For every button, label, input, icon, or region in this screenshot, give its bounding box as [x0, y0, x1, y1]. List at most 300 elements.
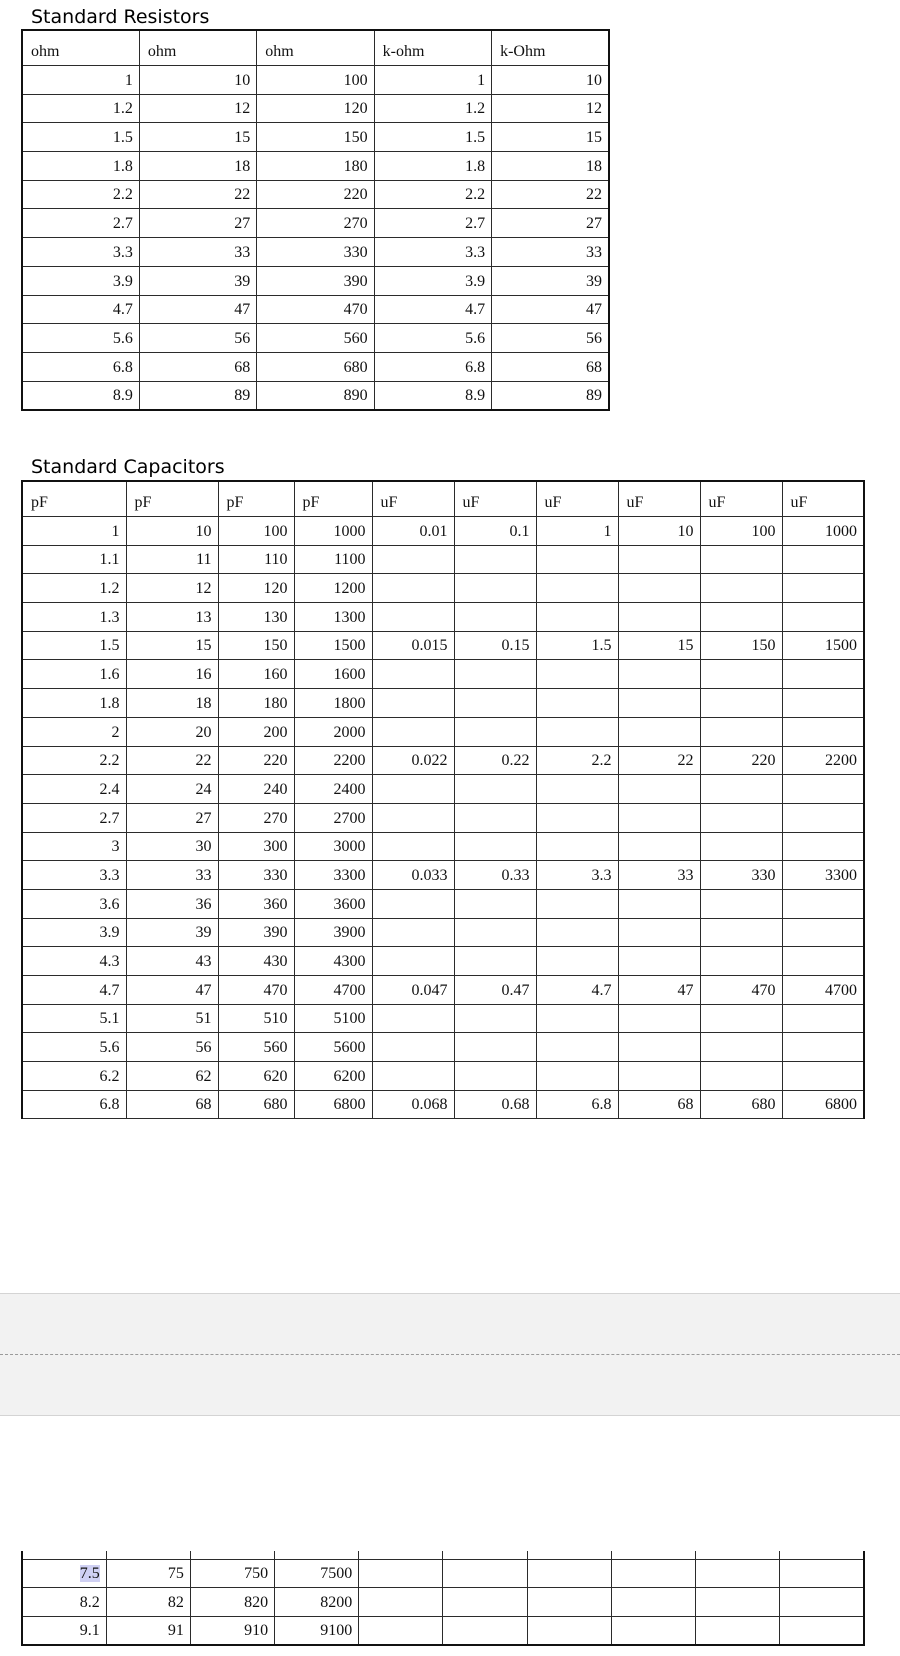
table-cell[interactable]: 360 [218, 889, 294, 918]
table-cell[interactable] [700, 889, 782, 918]
table-cell[interactable]: 300 [218, 832, 294, 861]
table-cell[interactable] [782, 803, 864, 832]
table-cell[interactable]: 22 [618, 746, 700, 775]
table-cell[interactable]: 33 [492, 238, 609, 267]
table-cell[interactable]: 8.9 [22, 381, 139, 410]
capacitors-header-cell[interactable]: uF [700, 481, 782, 517]
table-cell[interactable]: 3 [22, 832, 126, 861]
table-cell[interactable]: 0.15 [454, 631, 536, 660]
table-cell[interactable]: 160 [218, 660, 294, 689]
table-cell[interactable]: 0.033 [372, 861, 454, 890]
table-cell[interactable]: 18 [492, 152, 609, 181]
table-cell[interactable] [782, 603, 864, 632]
table-cell[interactable]: 3900 [294, 918, 372, 947]
table-cell[interactable]: 39 [126, 918, 218, 947]
table-cell[interactable] [696, 1616, 780, 1645]
capacitors-header-cell[interactable]: pF [126, 481, 218, 517]
table-cell[interactable]: 680 [257, 352, 374, 381]
table-cell[interactable]: 15 [618, 631, 700, 660]
table-cell[interactable] [359, 1616, 443, 1645]
table-cell[interactable]: 1 [22, 66, 139, 95]
table-cell[interactable]: 100 [218, 517, 294, 546]
table-cell[interactable]: 2700 [294, 803, 372, 832]
table-cell[interactable]: 22 [139, 180, 256, 209]
table-cell[interactable] [618, 660, 700, 689]
table-cell[interactable] [618, 832, 700, 861]
table-cell[interactable] [454, 603, 536, 632]
table-cell[interactable]: 0.022 [372, 746, 454, 775]
table-cell[interactable] [782, 660, 864, 689]
table-cell[interactable]: 200 [218, 717, 294, 746]
table-cell[interactable]: 4700 [782, 976, 864, 1005]
table-cell[interactable]: 0.33 [454, 861, 536, 890]
table-cell[interactable]: 2.7 [374, 209, 491, 238]
table-cell[interactable]: 390 [257, 266, 374, 295]
table-cell[interactable]: 89 [492, 381, 609, 410]
table-cell[interactable]: 150 [257, 123, 374, 152]
table-cell[interactable] [372, 603, 454, 632]
table-cell[interactable] [454, 574, 536, 603]
table-cell[interactable]: 820 [190, 1588, 274, 1617]
table-cell[interactable]: 5100 [294, 1004, 372, 1033]
table-cell[interactable] [700, 717, 782, 746]
table-cell[interactable]: 10 [618, 517, 700, 546]
table-cell[interactable]: 0.68 [454, 1090, 536, 1119]
table-cell[interactable]: 3.9 [22, 266, 139, 295]
table-cell[interactable]: 2.2 [22, 180, 139, 209]
table-cell[interactable]: 390 [218, 918, 294, 947]
table-cell[interactable]: 2.7 [22, 803, 126, 832]
table-cell[interactable]: 5.1 [22, 1004, 126, 1033]
table-cell[interactable]: 270 [218, 803, 294, 832]
table-cell[interactable]: 1.2 [22, 94, 139, 123]
table-cell[interactable] [536, 603, 618, 632]
table-cell[interactable]: 47 [126, 976, 218, 1005]
table-cell[interactable]: 3.3 [22, 238, 139, 267]
table-cell[interactable]: 6800 [294, 1090, 372, 1119]
table-cell[interactable]: 4.7 [22, 295, 139, 324]
table-cell[interactable]: 15 [139, 123, 256, 152]
capacitors-header-cell[interactable]: pF [294, 481, 372, 517]
table-cell[interactable] [782, 889, 864, 918]
table-cell[interactable] [700, 574, 782, 603]
table-cell[interactable] [618, 574, 700, 603]
table-cell[interactable]: 150 [218, 631, 294, 660]
table-cell[interactable]: 3.3 [22, 861, 126, 890]
table-cell[interactable]: 1.6 [22, 660, 126, 689]
table-cell[interactable] [780, 1616, 864, 1645]
table-cell[interactable]: 8.2 [22, 1588, 106, 1617]
table-cell[interactable]: 1.2 [22, 574, 126, 603]
table-cell[interactable]: 4300 [294, 947, 372, 976]
table-cell[interactable]: 0.015 [372, 631, 454, 660]
table-cell[interactable] [618, 947, 700, 976]
table-cell[interactable] [696, 1588, 780, 1617]
table-cell[interactable]: 680 [700, 1090, 782, 1119]
table-cell[interactable]: 1.8 [22, 689, 126, 718]
table-cell[interactable] [359, 1559, 443, 1588]
table-cell[interactable]: 68 [492, 352, 609, 381]
table-cell[interactable]: 0.1 [454, 517, 536, 546]
table-cell[interactable] [782, 775, 864, 804]
table-cell[interactable]: 330 [218, 861, 294, 890]
table-cell[interactable]: 2.2 [536, 746, 618, 775]
selected-table-cell[interactable] [22, 1559, 106, 1588]
table-cell[interactable]: 100 [257, 66, 374, 95]
table-cell[interactable] [536, 947, 618, 976]
table-cell[interactable]: 3.3 [374, 238, 491, 267]
table-cell[interactable]: 20 [126, 717, 218, 746]
table-cell[interactable] [527, 1616, 611, 1645]
table-cell[interactable]: 6.8 [22, 352, 139, 381]
table-cell[interactable] [782, 717, 864, 746]
table-cell[interactable]: 27 [139, 209, 256, 238]
table-cell[interactable] [372, 1004, 454, 1033]
table-cell[interactable]: 51 [126, 1004, 218, 1033]
table-cell[interactable] [454, 775, 536, 804]
table-cell[interactable] [454, 717, 536, 746]
table-cell[interactable]: 3300 [782, 861, 864, 890]
table-cell[interactable]: 91 [106, 1616, 190, 1645]
table-cell[interactable] [372, 689, 454, 718]
table-cell[interactable]: 82 [106, 1588, 190, 1617]
table-cell[interactable]: 62 [126, 1062, 218, 1091]
table-cell[interactable] [780, 1559, 864, 1588]
table-cell[interactable]: 8.9 [374, 381, 491, 410]
table-cell[interactable]: 16 [126, 660, 218, 689]
table-cell[interactable]: 12 [139, 94, 256, 123]
table-cell[interactable]: 6.8 [374, 352, 491, 381]
table-cell[interactable] [536, 717, 618, 746]
table-cell[interactable] [454, 1062, 536, 1091]
table-cell[interactable] [700, 1062, 782, 1091]
table-cell[interactable]: 330 [257, 238, 374, 267]
table-cell[interactable]: 510 [218, 1004, 294, 1033]
table-cell[interactable] [527, 1588, 611, 1617]
resistors-header-cell[interactable]: ohm [257, 30, 374, 66]
table-cell[interactable]: 220 [700, 746, 782, 775]
table-cell[interactable]: 3000 [294, 832, 372, 861]
table-cell[interactable] [443, 1588, 527, 1617]
table-cell[interactable]: 2.4 [22, 775, 126, 804]
table-cell[interactable] [372, 1062, 454, 1091]
table-cell[interactable]: 4.7 [22, 976, 126, 1005]
table-cell[interactable]: 680 [218, 1090, 294, 1119]
table-cell[interactable] [454, 1004, 536, 1033]
table-cell[interactable] [782, 545, 864, 574]
table-cell[interactable]: 11 [126, 545, 218, 574]
table-cell[interactable] [700, 775, 782, 804]
capacitors-header-cell[interactable]: uF [618, 481, 700, 517]
table-cell[interactable]: 2200 [294, 746, 372, 775]
table-cell[interactable]: 12 [492, 94, 609, 123]
table-cell[interactable]: 1600 [294, 660, 372, 689]
table-cell[interactable]: 1000 [782, 517, 864, 546]
table-cell[interactable]: 120 [257, 94, 374, 123]
table-cell[interactable]: 33 [126, 861, 218, 890]
table-cell[interactable]: 4.3 [22, 947, 126, 976]
capacitors-header-cell[interactable]: uF [782, 481, 864, 517]
table-cell[interactable]: 3.6 [22, 889, 126, 918]
table-cell[interactable]: 15 [126, 631, 218, 660]
table-cell[interactable] [700, 1004, 782, 1033]
table-cell[interactable]: 560 [257, 324, 374, 353]
table-cell[interactable]: 1500 [782, 631, 864, 660]
table-cell[interactable]: 6.8 [536, 1090, 618, 1119]
table-cell[interactable] [536, 832, 618, 861]
table-cell[interactable] [527, 1559, 611, 1588]
table-cell[interactable]: 2 [22, 717, 126, 746]
table-cell[interactable] [780, 1588, 864, 1617]
table-cell[interactable]: 4700 [294, 976, 372, 1005]
table-cell[interactable]: 36 [126, 889, 218, 918]
table-cell[interactable] [372, 832, 454, 861]
table-cell[interactable]: 3.9 [22, 918, 126, 947]
table-cell[interactable] [536, 1062, 618, 1091]
table-cell[interactable]: 0.47 [454, 976, 536, 1005]
table-cell[interactable] [700, 660, 782, 689]
table-cell[interactable]: 560 [218, 1033, 294, 1062]
table-cell[interactable] [372, 918, 454, 947]
table-cell[interactable]: 750 [190, 1559, 274, 1588]
resistors-header-cell[interactable]: k-Ohm [492, 30, 609, 66]
table-cell[interactable] [536, 545, 618, 574]
table-cell[interactable]: 12 [126, 574, 218, 603]
table-cell[interactable]: 470 [257, 295, 374, 324]
table-cell[interactable]: 43 [126, 947, 218, 976]
table-cell[interactable]: 1.5 [374, 123, 491, 152]
table-cell[interactable] [696, 1559, 780, 1588]
table-cell[interactable]: 10 [126, 517, 218, 546]
table-cell[interactable] [454, 1033, 536, 1062]
table-cell[interactable] [782, 918, 864, 947]
table-cell[interactable] [536, 918, 618, 947]
table-cell[interactable]: 180 [218, 689, 294, 718]
table-cell[interactable] [618, 1033, 700, 1062]
table-cell[interactable]: 6800 [782, 1090, 864, 1119]
table-cell[interactable] [372, 889, 454, 918]
table-cell[interactable] [372, 803, 454, 832]
table-cell[interactable]: 8200 [275, 1588, 359, 1617]
table-cell[interactable]: 2000 [294, 717, 372, 746]
table-cell[interactable] [443, 1559, 527, 1588]
table-cell[interactable]: 430 [218, 947, 294, 976]
table-cell[interactable]: 180 [257, 152, 374, 181]
table-cell[interactable]: 6.2 [22, 1062, 126, 1091]
table-cell[interactable]: 27 [492, 209, 609, 238]
table-cell[interactable] [372, 717, 454, 746]
table-cell[interactable] [782, 1062, 864, 1091]
table-cell[interactable]: 1.8 [374, 152, 491, 181]
table-cell[interactable]: 1.8 [22, 152, 139, 181]
table-cell[interactable]: 3.9 [374, 266, 491, 295]
table-cell[interactable]: 1.1 [22, 545, 126, 574]
table-cell[interactable]: 18 [139, 152, 256, 181]
table-cell[interactable]: 10 [139, 66, 256, 95]
table-cell[interactable]: 13 [126, 603, 218, 632]
table-cell[interactable] [359, 1588, 443, 1617]
table-cell[interactable] [618, 603, 700, 632]
table-cell[interactable]: 3.3 [536, 861, 618, 890]
table-cell[interactable]: 68 [618, 1090, 700, 1119]
table-cell[interactable]: 100 [700, 517, 782, 546]
capacitors-header-cell[interactable]: uF [372, 481, 454, 517]
table-cell[interactable]: 27 [126, 803, 218, 832]
table-cell[interactable]: 75 [106, 1559, 190, 1588]
table-cell[interactable]: 56 [126, 1033, 218, 1062]
table-cell[interactable]: 18 [126, 689, 218, 718]
table-cell[interactable]: 470 [218, 976, 294, 1005]
table-cell[interactable] [611, 1588, 695, 1617]
table-cell[interactable] [372, 947, 454, 976]
table-cell[interactable]: 2400 [294, 775, 372, 804]
table-cell[interactable] [782, 1004, 864, 1033]
table-cell[interactable]: 33 [618, 861, 700, 890]
table-cell[interactable] [618, 1062, 700, 1091]
table-cell[interactable]: 7500 [275, 1559, 359, 1588]
table-cell[interactable] [454, 689, 536, 718]
table-cell[interactable] [372, 545, 454, 574]
table-cell[interactable] [700, 603, 782, 632]
table-cell[interactable] [618, 889, 700, 918]
table-cell[interactable]: 0.047 [372, 976, 454, 1005]
table-cell[interactable]: 89 [139, 381, 256, 410]
table-cell[interactable] [611, 1616, 695, 1645]
table-cell[interactable]: 56 [492, 324, 609, 353]
table-cell[interactable] [454, 803, 536, 832]
table-cell[interactable] [700, 947, 782, 976]
table-cell[interactable] [700, 803, 782, 832]
table-cell[interactable]: 24 [126, 775, 218, 804]
table-cell[interactable] [782, 947, 864, 976]
table-cell[interactable] [536, 660, 618, 689]
table-cell[interactable]: 3300 [294, 861, 372, 890]
table-cell[interactable] [782, 1033, 864, 1062]
table-cell[interactable]: 620 [218, 1062, 294, 1091]
table-cell[interactable] [454, 918, 536, 947]
table-cell[interactable]: 120 [218, 574, 294, 603]
table-cell[interactable]: 240 [218, 775, 294, 804]
table-cell[interactable]: 68 [126, 1090, 218, 1119]
resistors-header-cell[interactable]: ohm [139, 30, 256, 66]
table-cell[interactable] [536, 574, 618, 603]
table-cell[interactable]: 150 [700, 631, 782, 660]
table-cell[interactable]: 270 [257, 209, 374, 238]
table-cell[interactable] [372, 775, 454, 804]
table-cell[interactable] [618, 918, 700, 947]
table-cell[interactable]: 1800 [294, 689, 372, 718]
table-cell[interactable]: 1.3 [22, 603, 126, 632]
table-cell[interactable]: 9100 [275, 1616, 359, 1645]
table-cell[interactable]: 0.068 [372, 1090, 454, 1119]
table-cell[interactable]: 110 [218, 545, 294, 574]
table-cell[interactable]: 10 [492, 66, 609, 95]
table-cell[interactable]: 1.5 [22, 631, 126, 660]
capacitors-header-cell[interactable]: pF [22, 481, 126, 517]
table-cell[interactable]: 130 [218, 603, 294, 632]
table-cell[interactable] [372, 660, 454, 689]
table-cell[interactable] [454, 832, 536, 861]
table-cell[interactable]: 22 [126, 746, 218, 775]
table-cell[interactable]: 56 [139, 324, 256, 353]
table-cell[interactable]: 5.6 [374, 324, 491, 353]
table-cell[interactable] [536, 889, 618, 918]
table-cell[interactable]: 1500 [294, 631, 372, 660]
table-cell[interactable]: 1000 [294, 517, 372, 546]
table-cell[interactable] [782, 574, 864, 603]
table-cell[interactable]: 9.1 [22, 1616, 106, 1645]
table-cell[interactable]: 0.22 [454, 746, 536, 775]
table-cell[interactable]: 1.5 [536, 631, 618, 660]
capacitors-header-cell[interactable]: pF [218, 481, 294, 517]
table-cell[interactable] [536, 689, 618, 718]
table-cell[interactable] [618, 545, 700, 574]
table-cell[interactable] [782, 832, 864, 861]
table-cell[interactable]: 220 [218, 746, 294, 775]
capacitors-header-cell[interactable]: uF [536, 481, 618, 517]
table-cell[interactable]: 470 [700, 976, 782, 1005]
capacitors-header-cell[interactable]: uF [454, 481, 536, 517]
table-cell[interactable] [700, 918, 782, 947]
table-cell[interactable]: 22 [492, 180, 609, 209]
table-cell[interactable]: 4.7 [536, 976, 618, 1005]
table-cell[interactable]: 33 [139, 238, 256, 267]
table-cell[interactable] [536, 775, 618, 804]
table-cell[interactable]: 5600 [294, 1033, 372, 1062]
table-cell[interactable] [443, 1616, 527, 1645]
table-cell[interactable]: 1300 [294, 603, 372, 632]
table-cell[interactable] [782, 689, 864, 718]
table-cell[interactable] [536, 803, 618, 832]
table-cell[interactable] [700, 1033, 782, 1062]
table-cell[interactable]: 0.01 [372, 517, 454, 546]
table-cell[interactable]: 4.7 [374, 295, 491, 324]
table-cell[interactable] [454, 947, 536, 976]
table-cell[interactable]: 1.2 [374, 94, 491, 123]
table-cell[interactable]: 5.6 [22, 1033, 126, 1062]
table-cell[interactable]: 1 [536, 517, 618, 546]
table-cell[interactable] [536, 1004, 618, 1033]
resistors-header-cell[interactable]: ohm [22, 30, 139, 66]
table-cell[interactable]: 1 [374, 66, 491, 95]
table-cell[interactable] [536, 1033, 618, 1062]
table-cell[interactable]: 2.7 [22, 209, 139, 238]
table-cell[interactable]: 2200 [782, 746, 864, 775]
table-cell[interactable] [372, 574, 454, 603]
resistors-header-cell[interactable]: k-ohm [374, 30, 491, 66]
table-cell[interactable]: 1 [22, 517, 126, 546]
table-cell[interactable]: 47 [492, 295, 609, 324]
table-cell[interactable] [618, 803, 700, 832]
table-cell[interactable]: 6200 [294, 1062, 372, 1091]
table-cell[interactable] [454, 889, 536, 918]
table-cell[interactable]: 30 [126, 832, 218, 861]
table-cell[interactable] [700, 832, 782, 861]
table-cell[interactable]: 39 [492, 266, 609, 295]
table-cell[interactable]: 15 [492, 123, 609, 152]
table-cell[interactable]: 890 [257, 381, 374, 410]
table-cell[interactable]: 6.8 [22, 1090, 126, 1119]
table-cell[interactable]: 1100 [294, 545, 372, 574]
table-cell[interactable]: 2.2 [22, 746, 126, 775]
table-cell[interactable]: 330 [700, 861, 782, 890]
table-cell[interactable]: 1200 [294, 574, 372, 603]
table-cell[interactable] [700, 545, 782, 574]
table-cell[interactable]: 220 [257, 180, 374, 209]
table-cell[interactable]: 910 [190, 1616, 274, 1645]
table-cell[interactable] [700, 689, 782, 718]
table-cell[interactable]: 47 [139, 295, 256, 324]
